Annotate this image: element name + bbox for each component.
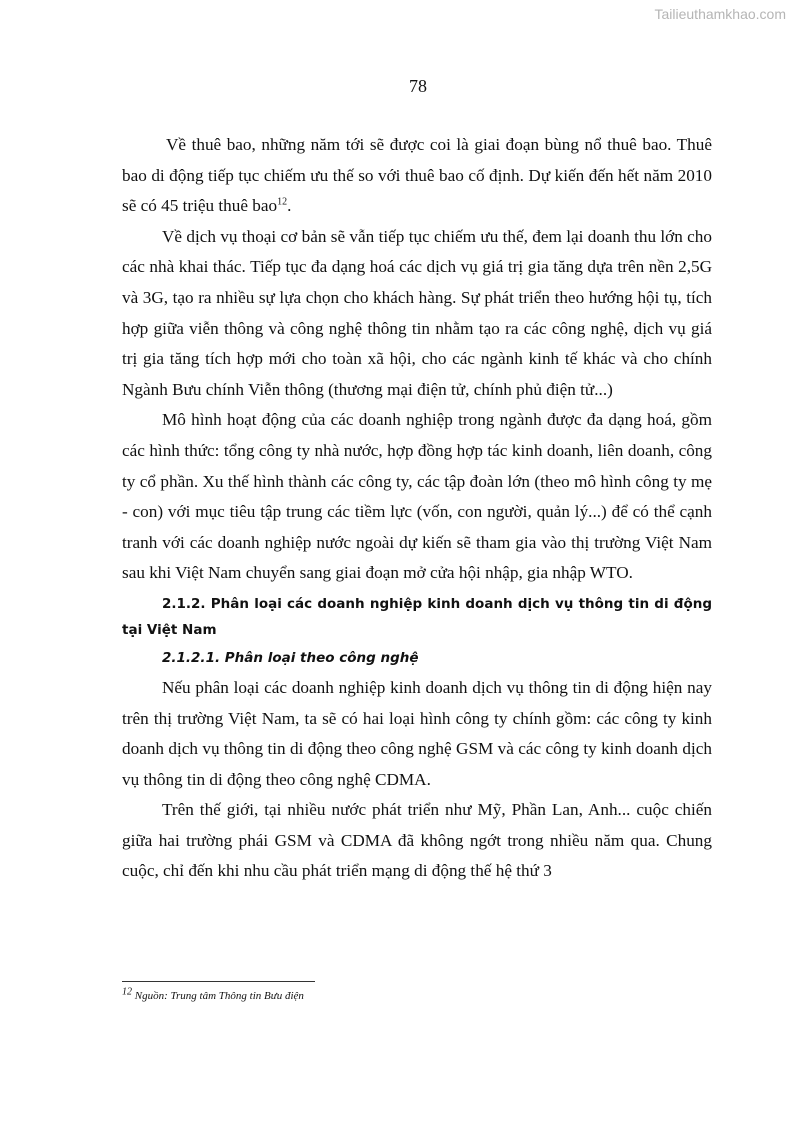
section-heading: 2.1.2. Phân loại các doanh nghiệp kinh doanh dịch vụ thông tin di động tại Việt Nam bbox=[122, 595, 712, 638]
footnote-divider bbox=[122, 981, 315, 982]
paragraph-subscribers bbox=[122, 130, 712, 222]
paragraph-technology-classification: Nếu phân loại các doanh nghiệp kinh doanh dịch vụ thông tin di động hiện nay trên thị trường Việt Nam, ta sẽ có hai loại hình công ty chính gồm: các công ty kinh doanh dịch vụ thông tin di động theo công nghệ GSM và các công ty kinh doanh dịch vụ thông tin di động theo công nghệ CDMA. bbox=[122, 677, 712, 789]
footnote-text: Nguồn: Trung tâm Thông tin Bưu điện bbox=[132, 990, 304, 1002]
page-body bbox=[122, 130, 712, 887]
paragraph-business-models: Mô hình hoạt động của các doanh nghiệp trong ngành được đa dạng hoá, gồm các hình thức: tổng công ty nhà nước, hợp đồng hợp tác kinh doanh, liên doanh, công ty cổ phần. Xu thế hình thành các công ty, các tập đoàn lớn (theo mô hình công ty mẹ - con) với mục tiêu tập trung các tiềm lực (vốn, con người, quản lý...) để có thể cạnh tranh với các doanh nghiệp nước ngoài dự kiến sẽ tham gia vào thị trường Việt Nam sau khi Việt Nam chuyển sang giai đoạn mở cửa hội nhập, gia nhập WTO. bbox=[122, 410, 712, 583]
paragraph-gsm-cdma: Trên thế giới, tại nhiều nước phát triển như Mỹ, Phần Lan, Anh... cuộc chiến giữa hai trường phái GSM và CDMA đã không ngớt trong nhiều năm qua. Chung cuộc, chỉ đến khi nhu cầu phát triển mạng di động thế hệ thứ 3 bbox=[122, 800, 712, 881]
watermark: Tailieuthamkhao.com bbox=[654, 6, 786, 22]
paragraph-subscribers-text: Về thuê bao, những năm tới sẽ được coi là giai đoạn bùng nổ thuê bao. Thuê bao di động tiếp tục chiếm ưu thế so với thuê bao cố định. Dự kiến đến hết năm 2010 sẽ có 45 triệu thuê bao bbox=[122, 135, 712, 216]
paragraph-voice-services: Về dịch vụ thoại cơ bản sẽ vẫn tiếp tục chiếm ưu thế, đem lại doanh thu lớn cho các nhà khai thác. Tiếp tục đa dạng hoá các dịch vụ giá trị gia tăng dựa trên nền 2,5G và 3G, tạo ra nhiều sự lựa chọn cho khách hàng. Sự phát triển theo hướng hội tụ, tích hợp giữa viễn thông và công nghệ thông tin nhằm tạo ra các công nghệ, dịch vụ giá trị gia tăng tích hợp mới cho toàn xã hội, cho các ngành kinh tế khác và cho chính Ngành Bưu chính Viễn thông (thương mại điện tử, chính phủ điện tử...) bbox=[122, 226, 712, 399]
footnote bbox=[122, 986, 304, 1002]
page-number: 78 bbox=[409, 76, 427, 96]
subsection-heading: 2.1.2.1. Phân loại theo công nghệ bbox=[162, 649, 419, 666]
footnote-number: 12 bbox=[122, 986, 132, 998]
footnote-reference[interactable]: 12 bbox=[277, 196, 288, 208]
paragraph-subscribers-end: . bbox=[287, 196, 292, 216]
